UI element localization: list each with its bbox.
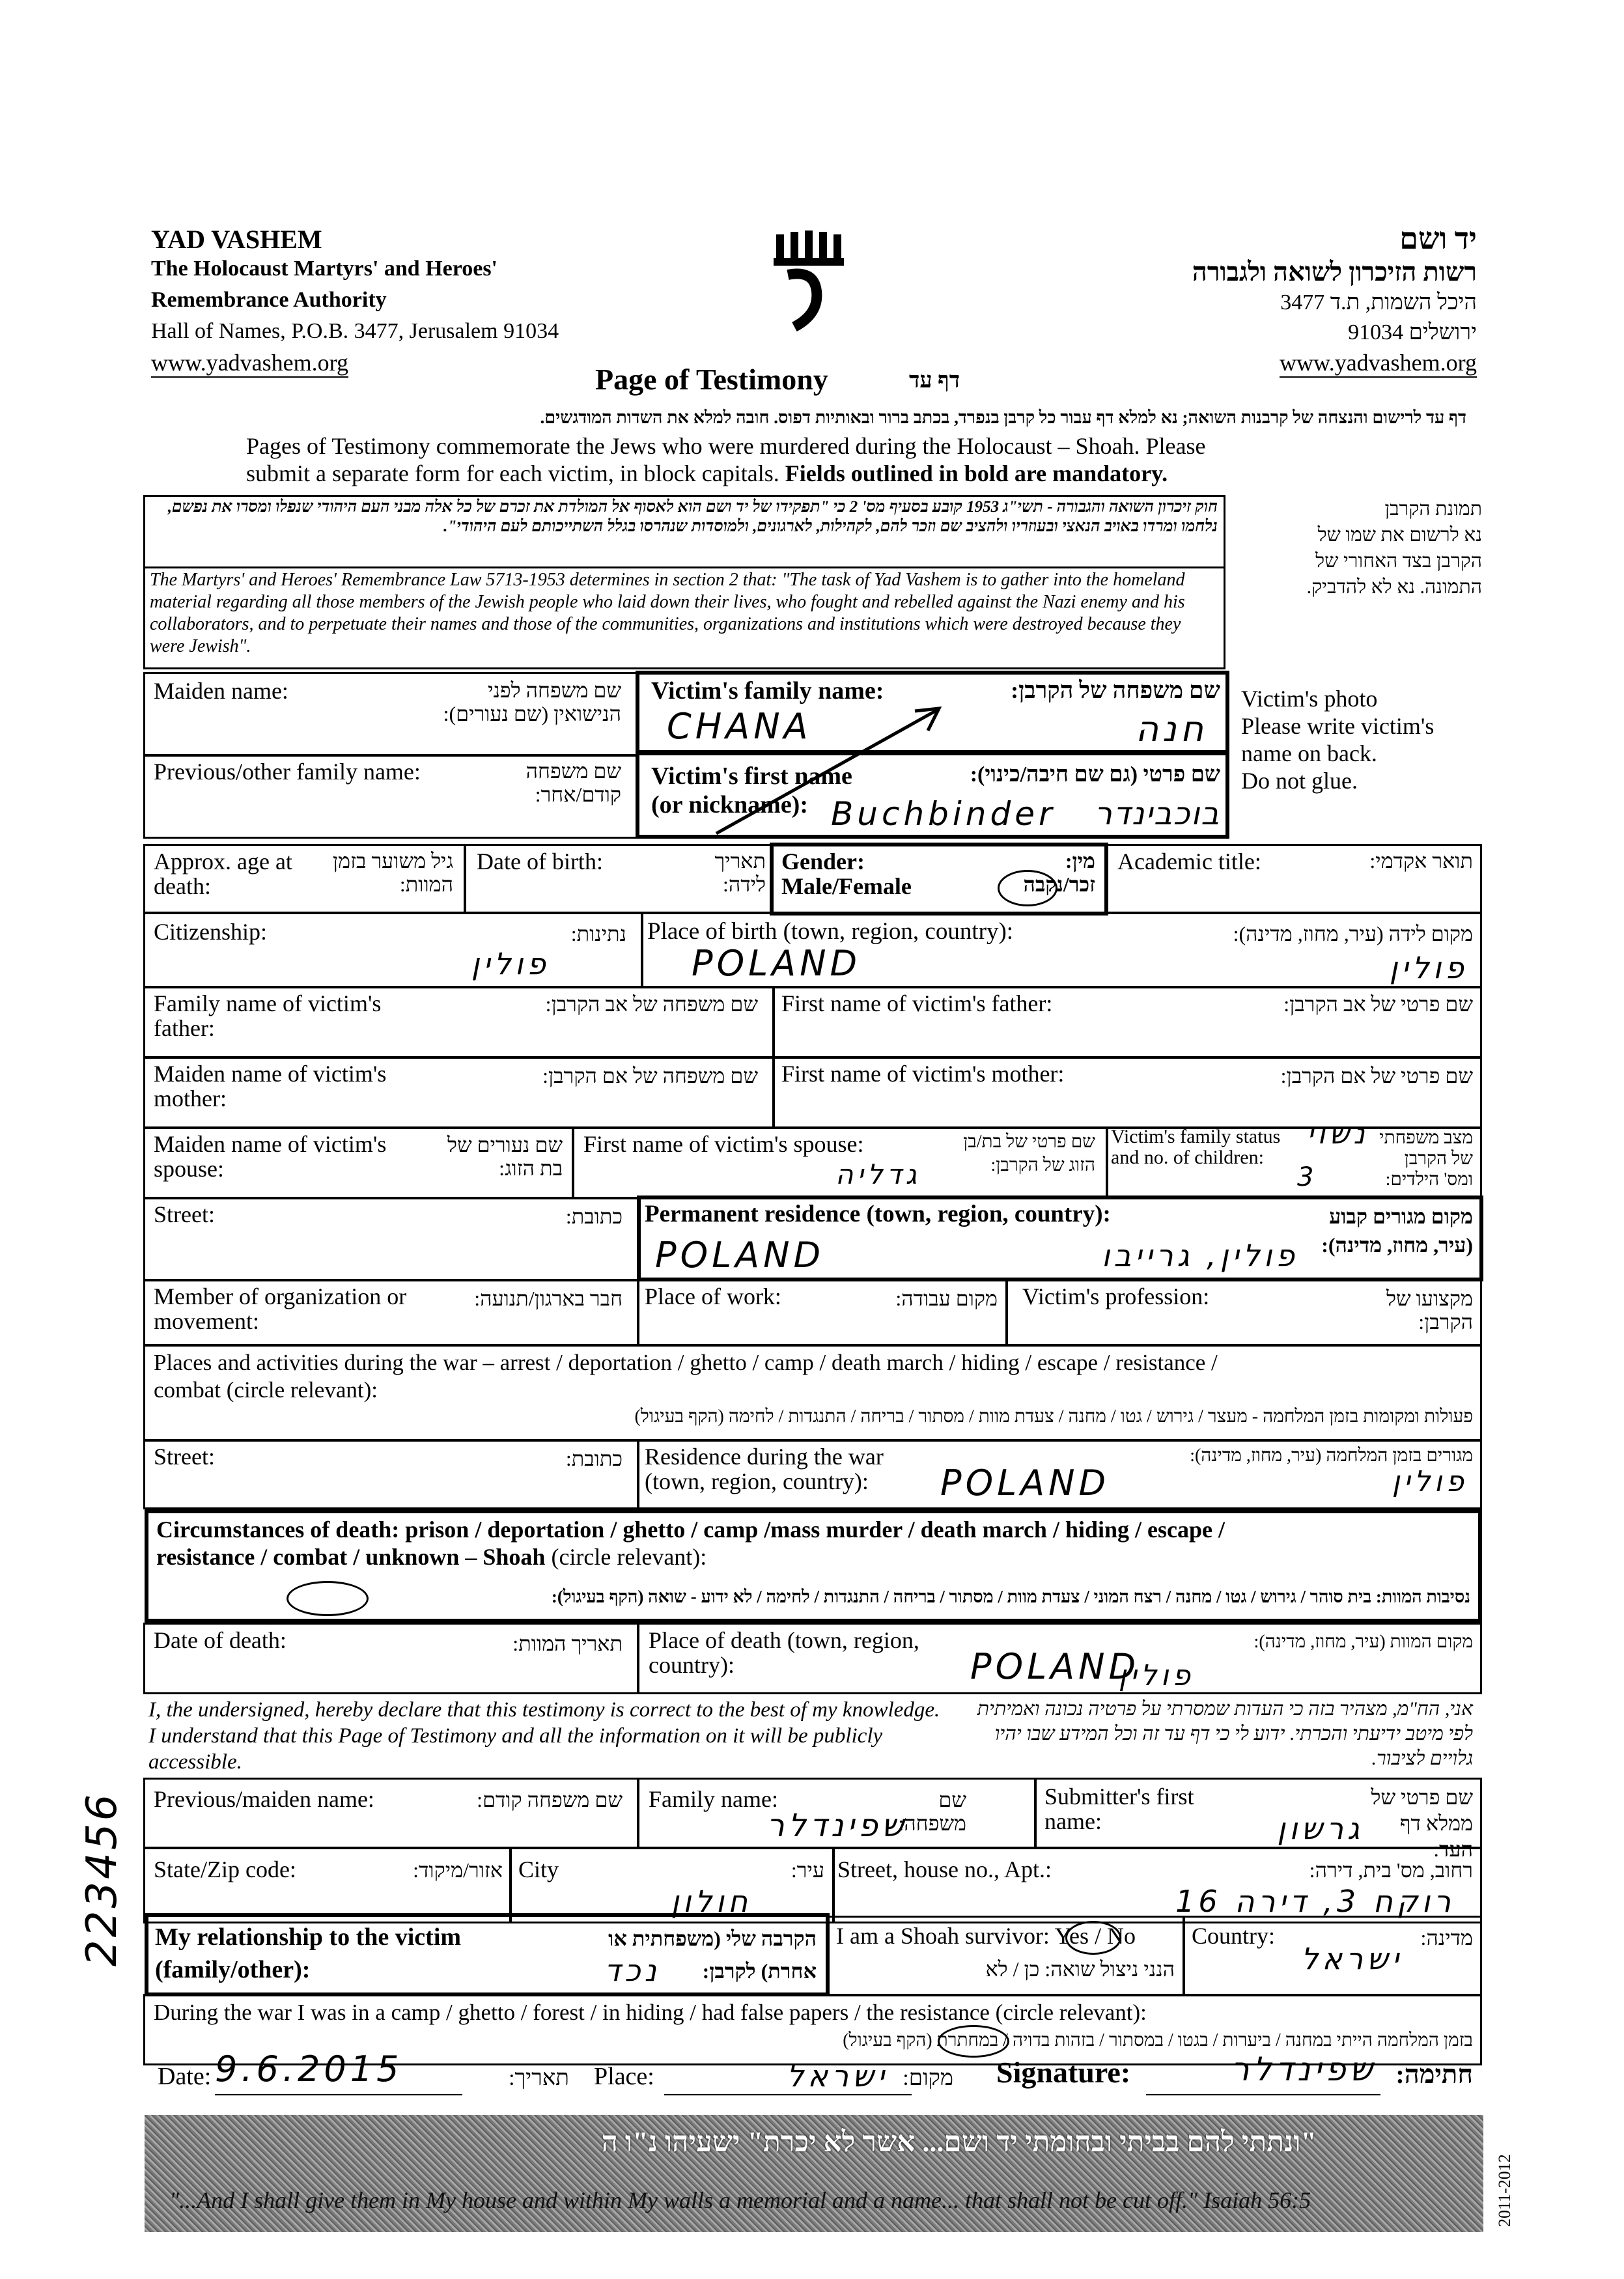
signature-value: שפינדלר: [1231, 2050, 1377, 2088]
street-label-he: כתובת:: [565, 1205, 623, 1228]
dod-label-he: תאריך המוות:: [512, 1632, 623, 1655]
workplace-label: Place of work:: [645, 1283, 781, 1309]
family-status-label-he: מצב משפחתי של הקרבן ומס' הילדים:: [1379, 1128, 1473, 1190]
survivor-label-he: הנני ניצול שואה: כן / לא: [985, 1957, 1175, 1981]
prev-family-label: Previous/other family name:: [154, 759, 421, 785]
father-family-label: Family name of victim's father:: [154, 990, 382, 1041]
org-url-en: www.yadvashem.org: [151, 349, 348, 378]
signature-label: Signature:: [996, 2056, 1131, 2089]
place-label-he: מקום:: [903, 2066, 953, 2090]
declaration-he: אני, הח"מ, מצהיר בזה כי העדות שמסרתי על פרטיה נכונה ואמיתית לפי מיטב ידיעתי והכרתי. ידוע לי כי דף עד זה וכל המידע שבו יהיו גלויים לציבור.: [977, 1698, 1473, 1769]
edition-year: 2011-2012: [1495, 2154, 1514, 2227]
place-death-label-he: מקום המוות (עיר, מחוז, מדינה):: [1253, 1632, 1473, 1652]
father-family-label-he: שם משפחה של אב הקרבן:: [545, 992, 758, 1016]
permanent-residence-label: Permanent residence (town, region, country):: [645, 1201, 1111, 1227]
maiden-name-label-he: שם משפחה לפני הנישואין (שם נעורים):: [443, 678, 621, 725]
activities-he: פעולות ומקומות בזמן המלחמה - מעצר / גירוש / גטו / מחנה / צעדת מוות / מסתור / בריחה / התנגדות / לחימה (הקף בעיגול): [634, 1406, 1473, 1427]
first-name-value-he: בוכבינדר: [1094, 796, 1220, 832]
intro-line1: Pages of Testimony commemorate the Jews who were murdered during the Holocaust – Shoah. Please: [246, 433, 1206, 459]
country-label-he: מדינה:: [1420, 1926, 1473, 1950]
spouse-first-label: First name of victim's spouse:: [583, 1131, 864, 1157]
place-death-label: Place of death (town, region, country):: [649, 1627, 919, 1678]
during-war-label-he: בזמן המלחמה הייתי במחנה / ביערות / בגטו / במסתור / בזהות בדויה / במחתרת (הקף בעיגול): [843, 2030, 1473, 2050]
yes-circle-icon: [1065, 1921, 1121, 1955]
country-label: Country:: [1192, 1923, 1276, 1949]
family-name-label: Victim's family name:: [651, 677, 884, 705]
intro-line2a: submit a separate form for each victim, in block capitals.: [246, 460, 779, 486]
academic-title-label-he: תואר אקדמי:: [1369, 849, 1473, 873]
permanent-residence-label-he: מקום מגורים קבוע (עיר, מחוז, מדינה):: [1321, 1205, 1473, 1257]
mother-first-label: First name of victim's mother:: [781, 1061, 1065, 1087]
state-zip-label-he: אזור/מיקוד:: [413, 1858, 503, 1882]
citizenship-label: Citizenship:: [154, 919, 267, 945]
member-org-label-he: חבר בארגון/תנועה:: [474, 1287, 623, 1310]
date-label: Date:: [158, 2063, 212, 2090]
relationship-label: My relationship to the victim (family/other):: [155, 1923, 462, 1983]
org-line3-he: היכל השמות, ת.ד 3477: [1280, 290, 1477, 315]
date-value: 9.6.2015: [215, 2048, 403, 2090]
org-name-en: YAD VASHEM: [151, 225, 322, 254]
photo-line2: Please write victim's: [1241, 713, 1435, 739]
war-residence-value-he: פולין: [1392, 1465, 1468, 1498]
activities-line1: Places and activities during the war – arrest / deportation / ghetto / camp / death march / hiding / escape / resistance /: [154, 1350, 1218, 1375]
father-first-label: First name of victim's father:: [781, 990, 1053, 1016]
submitter-family-label: Family name:: [649, 1786, 778, 1812]
street-house-label: Street, house no., Apt.:: [837, 1856, 1052, 1882]
declaration-en: I, the undersigned, hereby declare that this testimony is correct to the best of my knowledge. I understand that this Page of Testimony and all the information on it will be publicly accessible.: [148, 1698, 940, 1774]
circumstances-line2: [156, 1545, 707, 1569]
signature-label-he: חתימה:: [1395, 2060, 1473, 2089]
yad-vashem-logo-icon: [768, 229, 847, 333]
children-value: 3: [1297, 1162, 1318, 1192]
street-house-label-he: רחוב, מס' בית, דירה:: [1309, 1858, 1473, 1882]
profession-label-he: מקצועו של הקרבן:: [1386, 1287, 1473, 1334]
workplace-label-he: מקום עבודה:: [895, 1287, 998, 1310]
relationship-label-he: הקרבה שלי (משפחתית או אחרת) לקרבן:: [608, 1927, 817, 1983]
org-line2-en: The Holocaust Martyrs' and Heroes': [151, 257, 497, 281]
law-divider: [143, 566, 1225, 568]
war-street-label-he: כתובת:: [565, 1447, 623, 1470]
family-name-value-he: חנה: [1135, 708, 1207, 749]
submitter-family-label-he: שם משפחה:: [898, 1788, 966, 1835]
maiden-name-label: Maiden name:: [154, 678, 288, 704]
street-house-value: רוקח 3, דירה 16: [1175, 1884, 1455, 1919]
photo-line1: Victim's photo: [1241, 686, 1378, 712]
submitter-prev-label-he: שם משפחה קודם:: [477, 1788, 623, 1811]
org-line4-he: ירושלים 91034: [1348, 320, 1477, 344]
city-value: חולון: [671, 1884, 751, 1919]
first-name-label: Victim's first name (or nickname):: [651, 762, 852, 818]
birthplace-value-he: פולין: [1389, 950, 1468, 985]
circumstances-line1: Circumstances of death: prison / deportation / ghetto / camp /mass murder / death march / hiding / escape /: [156, 1517, 1225, 1543]
during-war-label: During the war I was in a camp / ghetto / forest / in hiding / had false papers / the resistance (circle relevant):: [154, 2000, 1147, 2025]
shoah-circle-icon: [287, 1581, 369, 1616]
family-name-label-he: שם משפחה של הקרבן:: [1011, 677, 1220, 703]
profession-label: Victim's profession:: [1022, 1283, 1210, 1309]
country-value: ישראל: [1301, 1941, 1403, 1976]
dob-label-he: תאריך לידה:: [714, 849, 766, 896]
submitter-first-value: גרשון: [1277, 1811, 1364, 1846]
city-label: City: [518, 1856, 559, 1882]
place-line: [664, 2094, 912, 2095]
family-name-value-en: CHANA: [667, 706, 812, 747]
activities-line2: combat (circle relevant):: [154, 1377, 378, 1403]
academic-title-label: Academic title:: [1117, 848, 1261, 874]
org-line2-he: רשות הזיכרון לשואה ולגבורה: [1192, 257, 1477, 287]
state-zip-label: State/Zip code:: [154, 1856, 296, 1882]
war-residence-label: Residence during the war (town, region, country):: [645, 1444, 884, 1494]
first-name-value-en: Buchbinder: [831, 795, 1056, 833]
war-residence-value-en: POLAND: [940, 1462, 1110, 1503]
org-name-he: יד ושם: [1399, 222, 1477, 255]
city-label-he: עיר:: [791, 1858, 824, 1882]
law-english: The Martyrs' and Heroes' Remembrance Law 5713-1953 determines in section 2 that: "The task of Yad Vashem is to gather into the homeland material regarding all those members of the Jewish people who laid down their lives, who fought and rebelled against the Nazi enemy and his collaborators, and to perpetuate their names and those of the communities, organizations and institutions which were destroyed because they were Jewish".: [150, 570, 1185, 656]
signature-line: [1146, 2094, 1380, 2095]
birthplace-label-he: מקום לידה (עיר, מחוז, מדינה):: [1233, 922, 1473, 945]
street-label: Street:: [154, 1201, 215, 1227]
submitter-first-label: Submitter's first name:: [1044, 1783, 1194, 1834]
spouse-maiden-label: Maiden name of victim's spouse:: [154, 1131, 387, 1182]
war-street-label: Street:: [154, 1444, 215, 1470]
father-first-label-he: שם פרטי של אב הקרבן:: [1283, 992, 1473, 1016]
permanent-residence-value-en: POLAND: [655, 1235, 825, 1276]
spouse-first-value: גדליה: [835, 1158, 921, 1190]
org-address-en: Hall of Names, P.O.B. 3477, Jerusalem 91034: [151, 319, 559, 343]
family-status-label: Victim's family status and no. of children:: [1111, 1126, 1281, 1168]
date-line: [215, 2094, 462, 2095]
photo-line3: name on back.: [1241, 740, 1377, 766]
gender-label-he: מין: זכר/נקבה: [1023, 849, 1095, 896]
stamp-number: 223456: [78, 1791, 126, 1966]
dod-label: Date of death:: [154, 1627, 287, 1653]
prev-family-label-he: שם משפחה קודם/אחר:: [525, 759, 621, 806]
submitter-prev-label: Previous/maiden name:: [154, 1786, 374, 1812]
citizenship-value: פולין: [471, 946, 550, 981]
approx-age-label-he: גיל משוער בזמן המוות:: [332, 849, 453, 896]
war-residence-label-he: מגורים בזמן המלחמה (עיר, מחוז, מדינה):: [1190, 1446, 1473, 1466]
date-label-he: תאריך:: [509, 2066, 569, 2090]
banner-hebrew: "ונתתי להם בביתי ובחומתי יד ושם... אשר לא יכרת" ישעיהו נ"ו ה: [601, 2126, 1317, 2158]
intro-hebrew: דף עד לרישום והנצחה של קרבנות השואה; נא למלא דף עבור כל קרבן בנפרד, בכתב ברור ובאותיות דפוס. חובה למלא את השדות המודגשים.: [540, 408, 1466, 427]
submitter-family-value: שפינדלר: [766, 1808, 908, 1844]
submitter-first-label-he: שם פרטי של ממלא דף העד:: [1371, 1785, 1473, 1861]
circumstances-he: נסיבות המוות: בית סוהר / גירוש / גטו / מחנה / רצח המוני / צעדת מוות / מסתור / בריחה / התנגדות / לחימה / לא ידוע - שואה (הקף בעיגול):: [551, 1587, 1470, 1606]
circumstances-line2a: resistance / combat / unknown – Shoah: [156, 1544, 546, 1570]
gender-label: Gender: Male/Female: [781, 848, 912, 899]
spouse-maiden-label-he: שם נעורים של בת הזוג:: [447, 1133, 563, 1180]
relationship-value: נכד: [604, 1953, 660, 1988]
photo-title-he: תמונת הקרבן: [1384, 498, 1482, 520]
banner-english: "...And I shall give them in My house and within My walls a memorial and a name... that shall not be cut off." Isaiah 56:5: [169, 2187, 1311, 2213]
permanent-residence-value-he: פולין, גרייבו: [1101, 1238, 1298, 1273]
place-death-value-en: POLAND: [970, 1646, 1140, 1687]
circumstances-line2b: (circle relevant):: [551, 1544, 707, 1570]
intro-line2: [246, 460, 1168, 487]
approx-age-label: Approx. age at death:: [154, 848, 292, 899]
first-name-label-he: שם פרטי (גם שם חיבה/כינוי):: [970, 762, 1220, 787]
mother-first-label-he: שם פרטי של אם הקרבן:: [1280, 1064, 1473, 1087]
law-hebrew: חוק זיכרון השואה והגבורה - תשי"ג 1953 קובע בסעיף מס' 2 כי "תפקידו של יד ושם הוא לאסוף אל המולדת את זכרם של כל אלה מבני העם היהודי שנפלו ומסרו את נפשם, נלחמו ומרדו באויב הנאצי ובעוזריו ולהציב שם וזכר להם, לקהילות, לארגונים, ולמוסדות שנהרסו בגלל השתייכותם לעם היהודי".: [167, 498, 1218, 535]
mother-maiden-label-he: שם משפחה של אם הקרבן:: [542, 1064, 758, 1087]
birthplace-label: Place of birth (town, region, country):: [647, 918, 1014, 945]
birthplace-value-en: POLAND: [692, 943, 861, 984]
member-org-label: Member of organization or movement:: [154, 1283, 407, 1334]
mother-maiden-label: Maiden name of victim's mother:: [154, 1061, 387, 1112]
photo-instructions-he: [1300, 496, 1482, 600]
org-url-he: www.yadvashem.org: [1280, 349, 1477, 378]
org-line3-en: Remembrance Authority: [151, 288, 387, 312]
page-title: Page of Testimony: [595, 363, 828, 396]
intro-line2b: Fields outlined in bold are mandatory.: [785, 460, 1168, 486]
female-circle-icon: [998, 870, 1057, 906]
place-label: Place:: [594, 2063, 654, 2090]
photo-text-he: נא לרשום את שמו של הקרבן בצד האחורי של התמונה. נא לא להדביק.: [1306, 524, 1482, 598]
citizenship-label-he: נתינות:: [570, 922, 626, 945]
spouse-first-label-he: שם פרטי של בת/בן הזוג של הקרבן:: [963, 1132, 1095, 1175]
family-status-value: נשוי: [1307, 1117, 1369, 1151]
dob-label: Date of birth:: [477, 848, 603, 874]
place-value: ישראל: [787, 2058, 888, 2093]
photo-instructions-en: [1241, 685, 1434, 794]
survivor-label: I am a Shoah survivor: Yes / No: [836, 1923, 1136, 1949]
hiding-circle-icon: [938, 2025, 1009, 2058]
place-death-value-he: פולין: [1118, 1659, 1194, 1692]
page-title-he: דף עד: [909, 369, 960, 393]
photo-line4: Do not glue.: [1241, 768, 1358, 794]
